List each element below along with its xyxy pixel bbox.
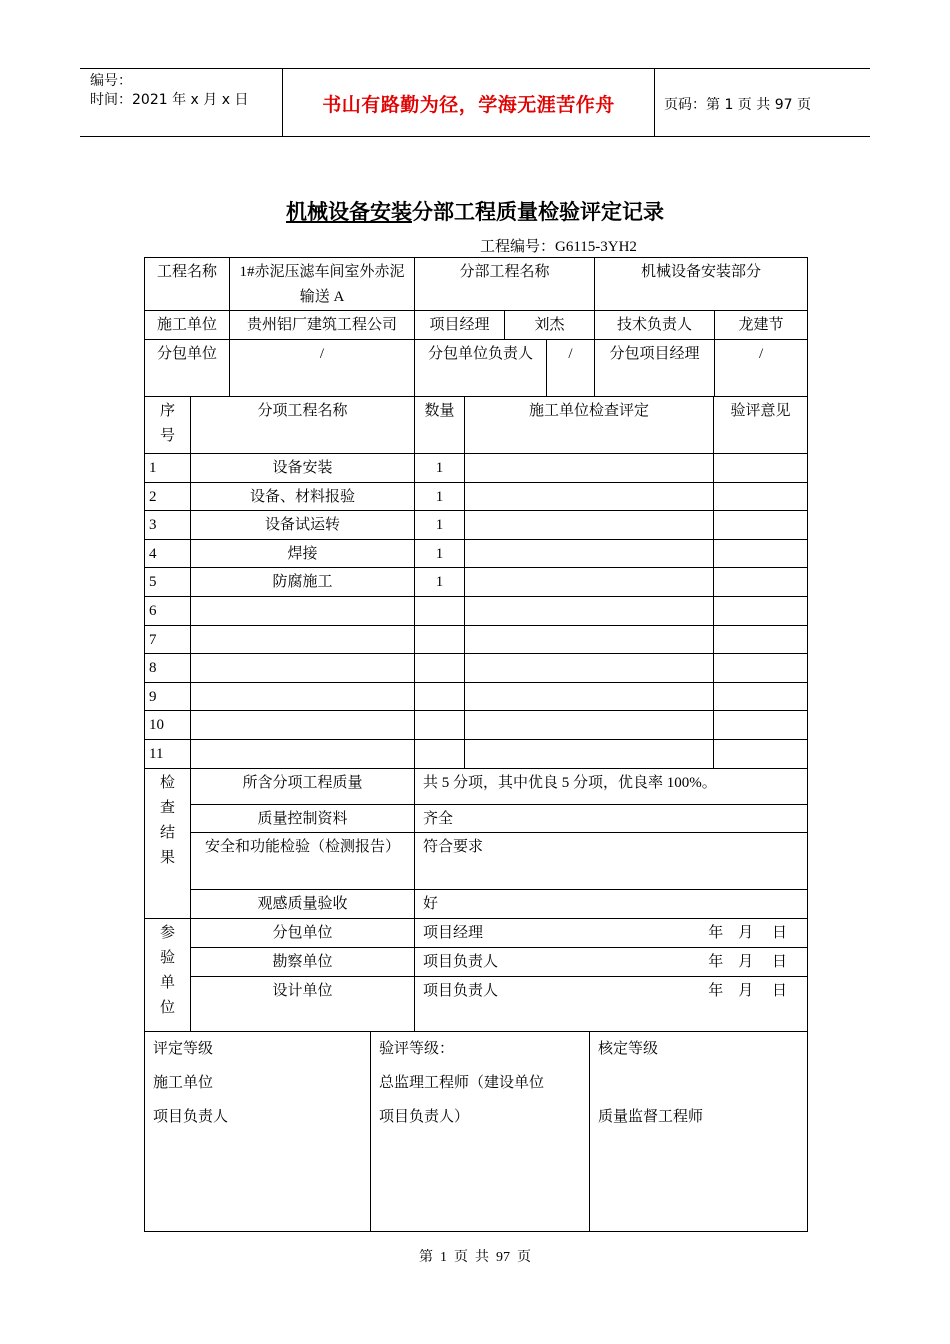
check-value: 好 — [415, 889, 808, 918]
check-item: 安全和功能检验（检测报告） — [191, 832, 415, 889]
check-value: 符合要求 — [415, 832, 808, 889]
grading-line: 验评等级： — [379, 1040, 455, 1057]
participant-date: 年 月 日 — [708, 982, 787, 999]
item-name — [191, 682, 415, 711]
item-opinion — [714, 596, 808, 625]
header-bottom-rule — [80, 136, 870, 137]
item-opinion — [714, 711, 808, 740]
project-name-label: 工程名称 — [145, 258, 230, 311]
item-name — [191, 739, 415, 768]
page-footer: 第 1 页 共 97 页 — [419, 1250, 531, 1265]
sub-leader-value: / — [547, 340, 595, 397]
item-seq: 11 — [145, 739, 191, 768]
check-item: 质量控制资料 — [191, 804, 415, 832]
item-qty — [415, 711, 465, 740]
tech-value: 龙建节 — [715, 311, 808, 340]
item-qty: 1 — [415, 454, 465, 483]
title-underlined: 机械设备安装 — [286, 200, 412, 224]
item-qty — [415, 654, 465, 683]
item-opinion — [714, 682, 808, 711]
item-check — [465, 568, 714, 597]
participant-sign — [415, 947, 808, 976]
item-row — [145, 596, 808, 625]
item-qty — [415, 682, 465, 711]
inspection-form — [144, 258, 807, 1232]
participant-role: 项目负责人 — [423, 982, 499, 999]
tech-label: 技术负责人 — [595, 311, 715, 340]
contractor-value: 贵州铝厂建筑工程公司 — [230, 311, 415, 340]
sub-leader-label: 分包单位负责人 — [415, 340, 547, 397]
participant-date: 年 月 日 — [708, 953, 787, 970]
header-top-rule — [80, 68, 870, 69]
check-item: 观感质量验收 — [191, 889, 415, 918]
grading-line: 评定等级 — [153, 1040, 214, 1057]
item-check — [465, 539, 714, 568]
subproject-label: 分部工程名称 — [415, 258, 595, 311]
participant-role: 项目负责人 — [423, 953, 499, 970]
item-row — [145, 454, 808, 483]
grading-construction — [145, 1031, 371, 1231]
item-row — [145, 654, 808, 683]
grading-table — [144, 1031, 808, 1232]
item-seq: 7 — [145, 625, 191, 654]
check-value: 齐全 — [415, 804, 808, 832]
item-check — [465, 454, 714, 483]
subcontractor-value: / — [230, 340, 415, 397]
header-meta — [90, 72, 248, 110]
document-title — [0, 196, 950, 226]
grading-quality — [590, 1031, 808, 1231]
item-name — [191, 654, 415, 683]
item-name: 设备、材料报验 — [191, 482, 415, 511]
check-result-table — [144, 768, 808, 1032]
item-seq: 8 — [145, 654, 191, 683]
contractor-label: 施工单位 — [145, 311, 230, 340]
grading-line: 总监理工程师（建设单位 — [379, 1074, 545, 1091]
participant-sign — [415, 918, 808, 947]
item-check — [465, 682, 714, 711]
grading-line: 质量监督工程师 — [598, 1108, 704, 1125]
item-name — [191, 596, 415, 625]
item-qty — [415, 739, 465, 768]
item-seq: 4 — [145, 539, 191, 568]
header-page: 页码：第 1 页 共 97 页 — [664, 97, 811, 113]
pm-value: 刘杰 — [505, 311, 595, 340]
title-rest: 分部工程质量检验评定记录 — [412, 200, 664, 224]
item-name: 防腐施工 — [191, 568, 415, 597]
project-name-value: 1#赤泥压滤车间室外赤泥输送 A — [230, 258, 415, 311]
item-opinion — [714, 482, 808, 511]
header-divider — [654, 68, 655, 136]
item-seq: 5 — [145, 568, 191, 597]
check-value: 共 5 分项，其中优良 5 分项，优良率 100%。 — [415, 768, 808, 804]
item-opinion — [714, 568, 808, 597]
item-check — [465, 511, 714, 540]
item-opinion — [714, 539, 808, 568]
participant-unit: 分包单位 — [191, 918, 415, 947]
item-seq: 9 — [145, 682, 191, 711]
item-qty: 1 — [415, 539, 465, 568]
item-opinion — [714, 739, 808, 768]
item-check — [465, 625, 714, 654]
item-name: 设备安装 — [191, 454, 415, 483]
sub-pm-value: / — [715, 340, 808, 397]
info-table — [144, 257, 808, 397]
participant-unit: 设计单位 — [191, 976, 415, 1031]
grading-supervision — [371, 1031, 590, 1231]
item-seq: 3 — [145, 511, 191, 540]
project-number: 工程编号：G6115-3YH2 — [480, 239, 637, 255]
item-row — [145, 682, 808, 711]
item-row — [145, 539, 808, 568]
item-qty: 1 — [415, 511, 465, 540]
item-opinion — [714, 511, 808, 540]
seq-header: 序号 — [145, 397, 191, 454]
participant-role: 项目经理 — [423, 924, 484, 941]
item-row — [145, 739, 808, 768]
pm-label: 项目经理 — [415, 311, 505, 340]
participant-sign — [415, 976, 808, 1031]
grading-line — [598, 1066, 799, 1100]
item-row — [145, 482, 808, 511]
item-row — [145, 625, 808, 654]
header-number: 编号： — [90, 73, 132, 89]
grading-line: 项目负责人 — [153, 1108, 229, 1125]
check-header: 施工单位检查评定 — [465, 397, 714, 454]
check-item: 所含分项工程质量 — [191, 768, 415, 804]
item-row — [145, 511, 808, 540]
item-name — [191, 625, 415, 654]
grading-line: 项目负责人） — [379, 1108, 470, 1125]
name-header: 分项工程名称 — [191, 397, 415, 454]
item-row — [145, 568, 808, 597]
participant-unit: 勘察单位 — [191, 947, 415, 976]
participants-label: 参验单位 — [145, 918, 191, 1031]
grading-line: 施工单位 — [153, 1074, 214, 1091]
item-qty: 1 — [415, 482, 465, 511]
item-name: 设备试运转 — [191, 511, 415, 540]
grading-line: 核定等级 — [598, 1040, 659, 1057]
item-check — [465, 711, 714, 740]
item-check — [465, 739, 714, 768]
item-name — [191, 711, 415, 740]
opinion-header: 验评意见 — [714, 397, 808, 454]
item-check — [465, 596, 714, 625]
item-opinion — [714, 625, 808, 654]
item-qty — [415, 596, 465, 625]
header-motto: 书山有路勤为径，学海无涯苦作舟 — [322, 94, 615, 116]
items-table — [144, 396, 808, 769]
item-seq: 6 — [145, 596, 191, 625]
item-seq: 10 — [145, 711, 191, 740]
item-qty — [415, 625, 465, 654]
participant-date: 年 月 日 — [708, 924, 787, 941]
item-check — [465, 482, 714, 511]
item-seq: 1 — [145, 454, 191, 483]
item-qty: 1 — [415, 568, 465, 597]
check-result-label: 检查结果 — [145, 768, 191, 918]
item-seq: 2 — [145, 482, 191, 511]
item-opinion — [714, 654, 808, 683]
item-opinion — [714, 454, 808, 483]
sub-pm-label: 分包项目经理 — [595, 340, 715, 397]
item-name: 焊接 — [191, 539, 415, 568]
item-check — [465, 654, 714, 683]
qty-header: 数量 — [415, 397, 465, 454]
item-row — [145, 711, 808, 740]
subcontractor-label: 分包单位 — [145, 340, 230, 397]
subproject-value: 机械设备安装部分 — [595, 258, 808, 311]
header-time: 时间：2021 年 x 月 x 日 — [90, 92, 249, 108]
